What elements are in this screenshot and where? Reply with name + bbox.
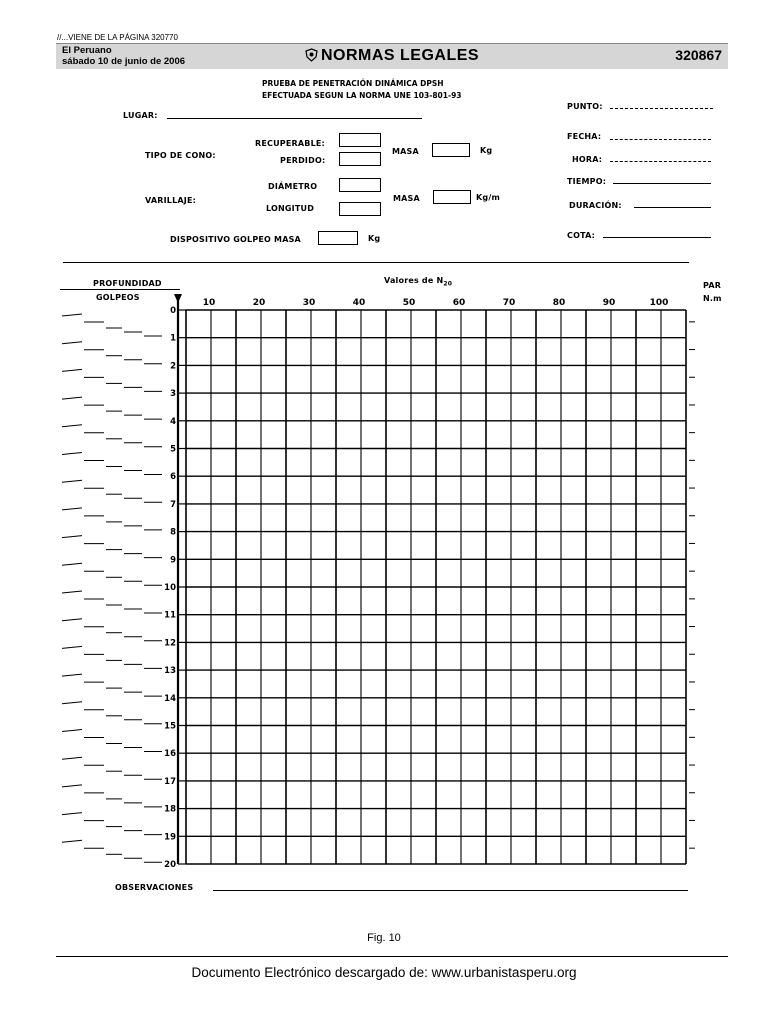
profundidad-label: PROFUNDIDAD <box>93 279 162 288</box>
y-tick-label: 3 <box>170 389 176 400</box>
section-name: NORMAS LEGALES <box>320 47 480 64</box>
golpeos-mark <box>62 619 82 621</box>
x-tick-label: 40 <box>352 298 366 308</box>
golpeos-mark <box>62 840 82 842</box>
x-tick-label: 60 <box>452 298 466 308</box>
perdido-label: PERDIDO: <box>280 156 326 165</box>
y-tick-label: 8 <box>170 527 176 538</box>
golpeos-mark <box>62 342 82 344</box>
figure-caption: Fig. 10 <box>367 932 401 944</box>
tiempo-label: TIEMPO: <box>567 177 607 186</box>
depth-arrow-icon <box>174 294 182 303</box>
x-tick-label: 50 <box>402 298 416 308</box>
kg2-unit: Kg <box>368 234 381 243</box>
tipo-cono-label: TIPO DE CONO: <box>145 151 216 160</box>
observaciones-field[interactable] <box>213 890 688 891</box>
masa-varillaje-label: MASA <box>393 194 420 203</box>
masa-cono-label: MASA <box>392 147 419 156</box>
golpeos-mark <box>62 730 82 732</box>
y-tick-label: 13 <box>164 666 176 677</box>
golpeos-mark <box>62 674 82 676</box>
x-tick-label: 90 <box>602 298 616 308</box>
download-footer: Documento Electrónico descargado de: www.urbanistasperu.org <box>191 965 577 980</box>
golpeos-mark <box>62 397 82 399</box>
continuation-note: //...VIENE DE LA PÁGINA 320770 <box>57 33 178 42</box>
golpeos-mark <box>62 508 82 510</box>
x-tick-label: 70 <box>502 298 516 308</box>
golpeos-mark <box>62 813 82 815</box>
y-tick-label: 19 <box>164 832 176 843</box>
x-tick-label: 30 <box>302 298 316 308</box>
golpeos-mark <box>62 563 82 565</box>
y-tick-label: 0 <box>170 306 176 316</box>
x-tick-label: 80 <box>552 298 566 308</box>
golpeos-mark <box>62 314 82 316</box>
y-tick-label: 1 <box>170 333 176 344</box>
golpeos-mark <box>62 536 82 538</box>
lugar-label: LUGAR: <box>123 111 158 120</box>
golpeos-mark <box>62 702 82 704</box>
golpeos-mark <box>62 591 82 593</box>
kg-unit: Kg <box>480 146 493 155</box>
y-tick-label: 5 <box>170 444 176 455</box>
y-tick-label: 18 <box>164 804 176 815</box>
golpeos-mark <box>62 785 82 787</box>
form-title-line1: PRUEBA DE PENETRACIÓN DINÁMICA DPSH <box>262 79 444 88</box>
longitud-label: LONGITUD <box>266 204 315 213</box>
cota-label: COTA: <box>567 231 596 240</box>
golpeos-mark <box>62 646 82 648</box>
diametro-label: DIÁMETRO <box>268 182 318 191</box>
hora-label: HORA: <box>572 155 603 164</box>
x-tick-label: 10 <box>202 298 216 308</box>
y-tick-label: 4 <box>170 416 176 427</box>
golpeos-label: GOLPEOS <box>96 293 140 302</box>
y-tick-label: 15 <box>164 721 176 732</box>
publication-date: sábado 10 de junio de 2006 <box>62 56 186 67</box>
y-tick-label: 12 <box>164 638 176 649</box>
x-tick-label: 20 <box>252 298 266 308</box>
varillaje-label: VARILLAJE: <box>145 196 197 205</box>
page-number: 320867 <box>675 47 722 63</box>
y-tick-label: 10 <box>164 583 176 593</box>
form-title-line2: EFECTUADA SEGUN LA NORMA UNE 103-801-93 <box>262 91 462 100</box>
publication-name: El Peruano <box>62 45 112 56</box>
golpeos-mark <box>62 369 82 371</box>
y-tick-label: 2 <box>170 361 176 372</box>
recuperable-label: RECUPERABLE: <box>255 139 325 148</box>
valores-label: Valores de $N_{20}$ <box>384 276 453 288</box>
par-label: PAR <box>703 281 722 290</box>
y-tick-label: 20 <box>164 860 176 870</box>
footer-rule <box>56 956 728 957</box>
golpeos-mark <box>62 480 82 482</box>
dispositivo-label: DISPOSITIVO GOLPEO MASA <box>170 235 301 244</box>
y-tick-label: 7 <box>170 499 176 510</box>
par-unit: N.m <box>703 294 722 303</box>
golpeos-mark <box>62 425 82 427</box>
observaciones-label: OBSERVACIONES <box>115 883 194 892</box>
punto-label: PUNTO: <box>567 102 603 111</box>
golpeos-mark <box>62 757 82 759</box>
golpeos-mark <box>62 453 82 455</box>
y-tick-label: 17 <box>164 776 176 787</box>
y-tick-label: 11 <box>164 610 176 621</box>
kgm-unit: Kg/m <box>476 193 500 202</box>
fecha-label: FECHA: <box>567 132 602 141</box>
y-tick-label: 16 <box>164 749 176 760</box>
y-tick-label: 14 <box>164 693 176 704</box>
y-tick-label: 6 <box>170 472 176 483</box>
duracion-label: DURACIÓN: <box>569 201 622 210</box>
x-tick-label: 100 <box>649 298 669 308</box>
y-tick-label: 9 <box>170 555 176 566</box>
